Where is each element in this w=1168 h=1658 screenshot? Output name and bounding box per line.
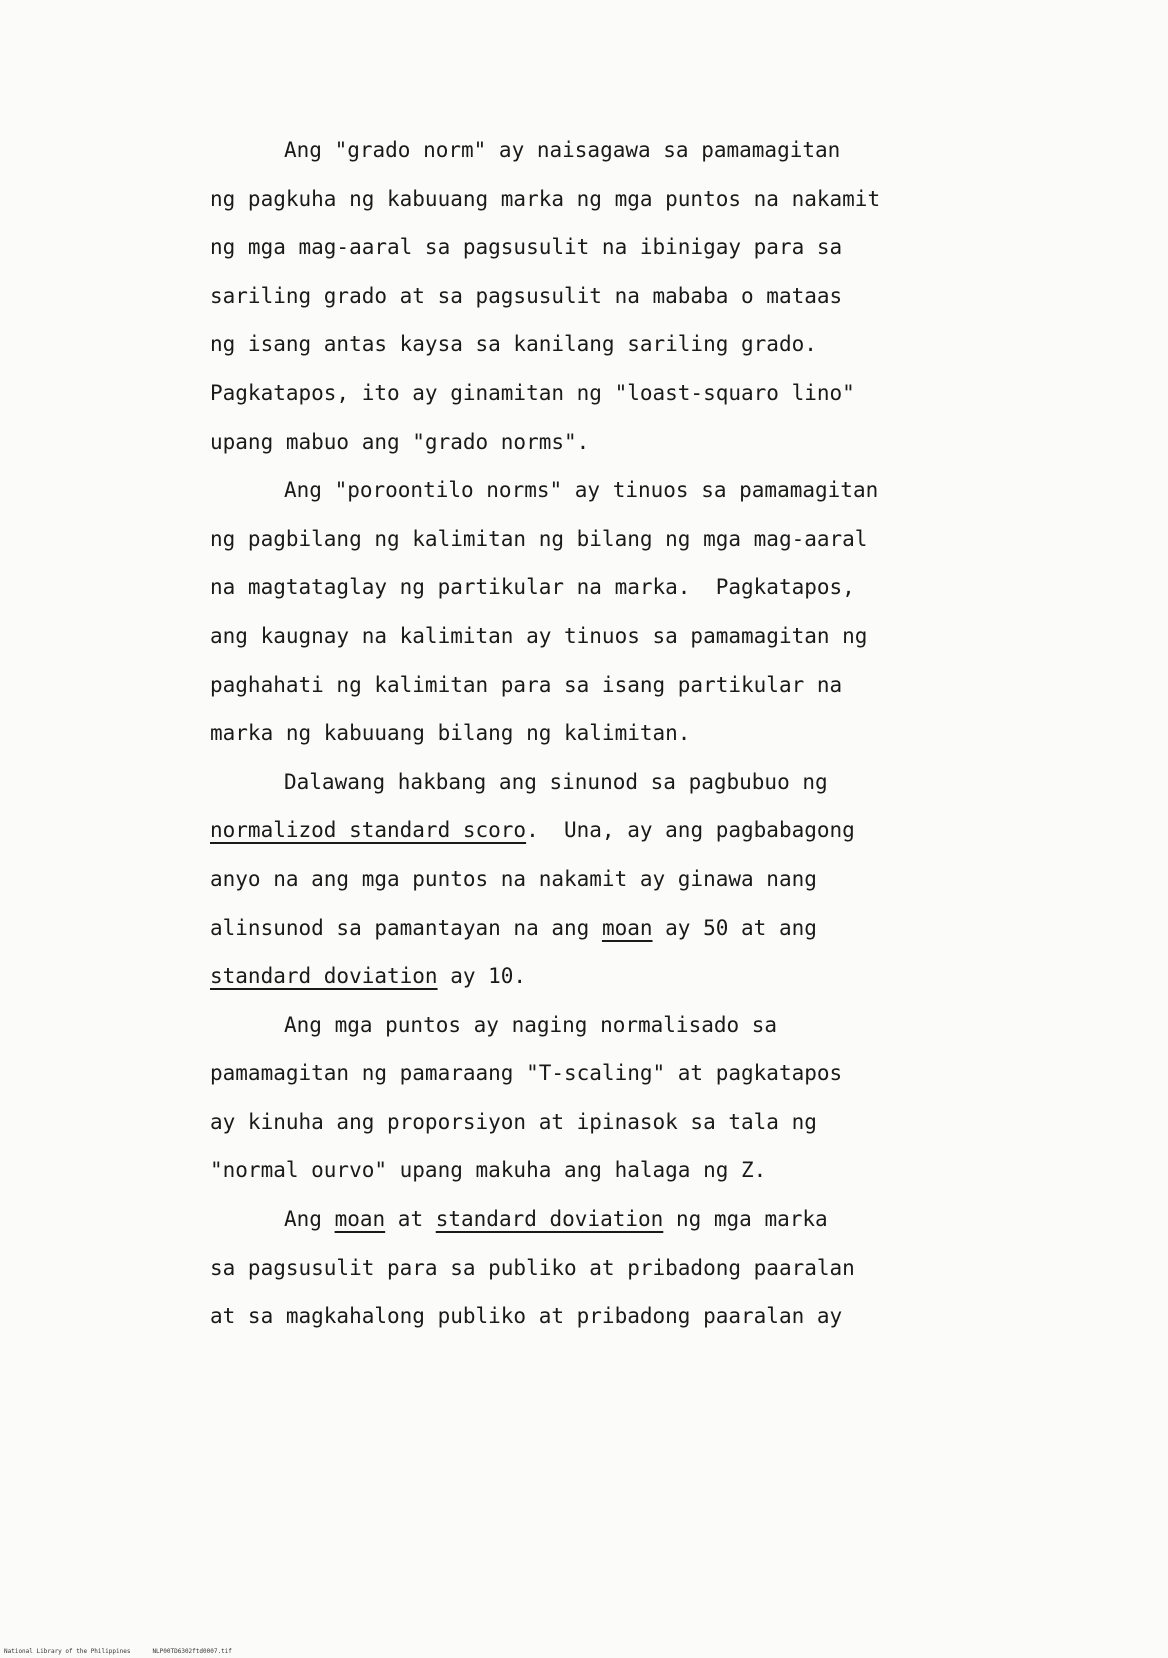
text-run: . Una, ay ang pagbabagong: [526, 818, 855, 843]
text-line: Ang "grado norm" ay naisagawa sa pamamagitan: [284, 138, 841, 162]
text-line: ng pagbilang ng kalimitan ng bilang ng mga mag-aaral: [210, 526, 868, 551]
text-line: Pagkatapos, ito ay ginamitan ng "loast-squaro lino": [210, 380, 855, 405]
text-line: [210, 806, 1010, 855]
underlined-term: normalizod standard scoro: [210, 818, 527, 843]
text-line: [210, 1195, 1010, 1244]
text-line: paghahati ng kalimitan para sa isang partikular na: [210, 672, 843, 697]
text-line: "normal ourvo" upang makuha ang halaga ng Z.: [210, 1158, 767, 1183]
underlined-term: moan: [334, 1207, 386, 1232]
document-body: [210, 126, 1010, 1341]
scan-footer: [4, 1648, 254, 1655]
paragraph-percentile-norms: [210, 466, 1010, 758]
text-run: ay 10.: [437, 964, 527, 989]
paragraph-normalized-score: [210, 758, 1010, 1001]
text-run: ng mga marka: [663, 1207, 828, 1232]
text-line: ay kinuha ang proporsiyon at ipinasok sa tala ng: [210, 1109, 817, 1134]
text-line: [210, 904, 1010, 953]
underlined-term: standard doviation: [210, 964, 438, 989]
text-line: Ang mga puntos ay naging normalisado sa: [284, 1012, 778, 1037]
underlined-term: standard doviation: [435, 1207, 664, 1232]
text-line: anyo na ang mga puntos na nakamit ay ginawa nang: [210, 866, 817, 891]
text-line: na magtataglay ng partikular na marka. Pagkatapos,: [210, 575, 855, 600]
text-line: ang kaugnay na kalimitan ay tinuos sa pamamagitan ng: [210, 623, 868, 648]
text-line: [210, 952, 1010, 1001]
text-line: marka ng kabuuang bilang ng kalimitan.: [210, 721, 691, 746]
text-line: upang mabuo ang "grado norms".: [210, 429, 590, 454]
text-line: sariling grado at sa pagsusulit na mababa o mataas: [210, 283, 843, 308]
text-run: alinsunod sa pamantayan na ang: [210, 915, 602, 940]
text-line: at sa magkahalong publiko at pribadong paaralan ay: [210, 1304, 843, 1329]
text-run: ay 50 at ang: [652, 915, 817, 940]
text-line: ng pagkuha ng kabuuang marka ng mga puntos na nakamit: [210, 186, 881, 211]
text-line: sa pagsusulit para sa publiko at pribadong paaralan: [210, 1255, 855, 1280]
text-run: at: [385, 1207, 436, 1232]
paragraph-t-scaling: [210, 1001, 1010, 1195]
text-line: Dalawang hakbang ang sinunod sa pagbubuo ng: [284, 769, 828, 794]
text-line: pamamagitan ng pamaraang "T-scaling" at pagkatapos: [210, 1061, 843, 1086]
file-name: NLP00TD6302ftd0007.tif: [152, 1648, 232, 1655]
paragraph-grade-norm: [210, 126, 1010, 466]
underlined-term: moan: [601, 915, 653, 940]
paragraph-mean-sd: [210, 1195, 1010, 1341]
text-run: Ang: [284, 1207, 335, 1232]
text-line: ng isang antas kaysa sa kanilang sariling grado.: [210, 332, 817, 357]
text-line: ng mga mag-aaral sa pagsusulit na ibinigay para sa: [210, 235, 843, 260]
text-line: Ang "poroontilo norms" ay tinuos sa pamamagitan: [284, 478, 879, 503]
library-credit: National Library of the Philippines: [4, 1648, 131, 1655]
